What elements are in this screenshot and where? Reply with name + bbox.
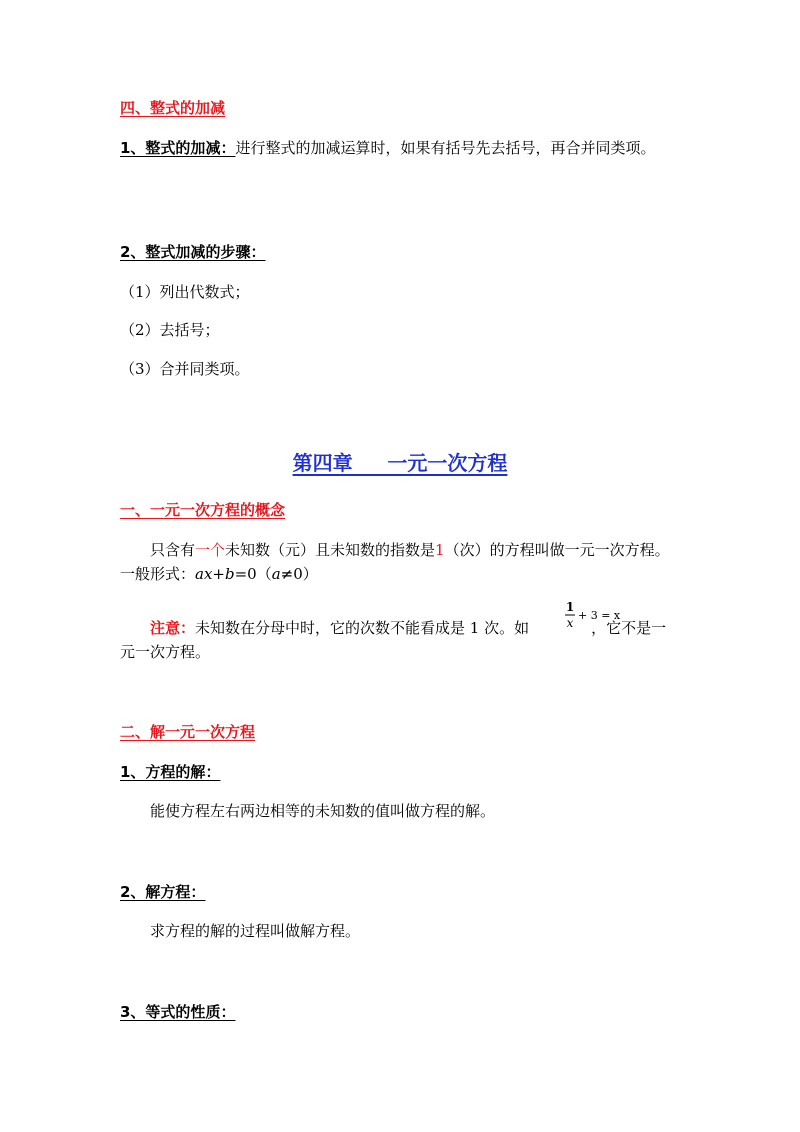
fraction-formula	[564, 598, 620, 632]
formula-numerator: 1	[565, 600, 575, 614]
note-paragraph: 注意：未知数在分母中时，它的次数不能看成是 1 次。如 ，它不是一元一次方程。	[120, 619, 667, 661]
step-1: （1）列出代数式；	[120, 283, 250, 301]
paragraph-1	[120, 136, 680, 160]
item-label: 1、整式的加减：	[120, 139, 236, 157]
solution-text: 能使方程左右两边相等的未知数的值叫做方程的解。	[150, 802, 496, 820]
solve-equation-label: 2、解方程：	[120, 883, 206, 901]
item-text: 进行整式的加减运算时，如果有括号先去括号，再合并同类项。	[235, 139, 656, 157]
section-title-4: 四、整式的加减	[120, 99, 226, 117]
solve-title: 二、解一元一次方程	[120, 723, 256, 741]
formula-rest: + 3 = x	[578, 609, 620, 622]
concept-title: 一、一元一次方程的概念	[120, 501, 286, 519]
step-2: （2）去括号；	[120, 321, 220, 339]
step-3: （3）合并同类项。	[120, 360, 250, 378]
chapter-title: 第四章 一元一次方程	[292, 451, 508, 475]
equality-properties-label: 3、等式的性质：	[120, 1003, 236, 1021]
note-label: 注意：	[150, 619, 196, 637]
concept-paragraph: 只含有一个未知数（元）且未知数的指数是1（次）的方程叫做一元一次方程。一般形式：ax+b=0（a≠0）	[120, 541, 670, 583]
formula-denominator: x	[566, 616, 574, 630]
paragraph-2-label: 2、整式加减的步骤：	[120, 243, 266, 261]
solve-equation-text: 求方程的解的过程叫做解方程。	[150, 922, 361, 940]
solution-label: 1、方程的解：	[120, 763, 221, 781]
